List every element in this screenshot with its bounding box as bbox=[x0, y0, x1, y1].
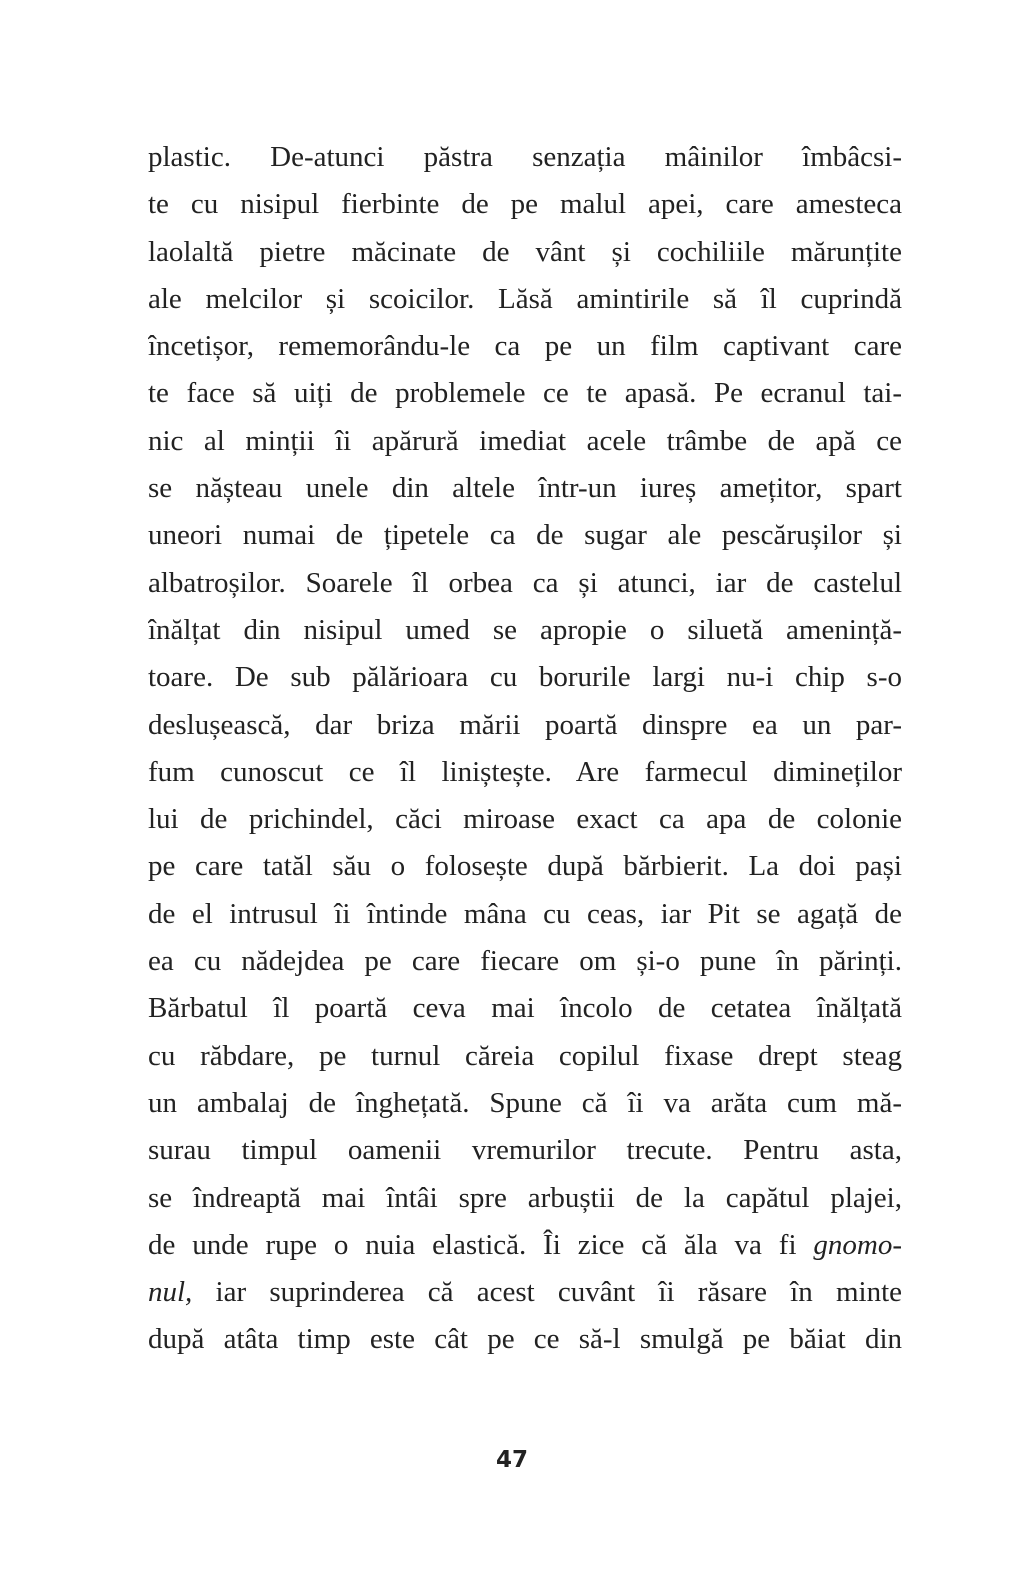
text-line-24: de unde rupe o nuia elastică. Îi zice că ăla va fi gnomo- bbox=[148, 1228, 902, 1261]
text-line-22: surau timpul oamenii vremurilor trecute. Pentru asta, bbox=[148, 1134, 902, 1167]
text-line-9: uneori numai de țipetele ca de sugar ale pescărușilor și bbox=[148, 519, 902, 552]
text-line-16: pe care tatăl său o folosește după bărbierit. La doi pași bbox=[148, 850, 902, 883]
body-text bbox=[148, 134, 902, 1364]
text-line-15: lui de prichindel, căci miroase exact ca apa de colonie bbox=[148, 803, 902, 836]
text-line-21: un ambalaj de înghețată. Spune că îi va arăta cum mă- bbox=[148, 1086, 902, 1119]
text-line-11: înălțat din nisipul umed se apropie o siluetă amenință- bbox=[148, 613, 902, 646]
text-line-8: se nășteau unele din altele într-un iureș amețitor, spart bbox=[148, 472, 902, 505]
text-line-25: nul, iar suprinderea că acest cuvânt îi răsare în minte bbox=[148, 1276, 902, 1309]
text-line-5: încetișor, rememorându-le ca pe un film captivant care bbox=[148, 330, 902, 363]
text-line-14: fum cunoscut ce îl liniștește. Are farmecul dimineților bbox=[148, 755, 902, 788]
text-line-26: după atâta timp este cât pe ce să-l smulgă pe băiat din bbox=[148, 1323, 902, 1356]
italic-term: nul, bbox=[148, 1276, 193, 1309]
text-line-23: se îndreaptă mai întâi spre arbuștii de la capătul plajei, bbox=[148, 1181, 902, 1214]
text-line-13: deslușească, dar briza mării poartă dinspre ea un par- bbox=[148, 708, 902, 741]
text-line-17: de el intrusul îi întinde mâna cu ceas, iar Pit se agață de bbox=[148, 897, 902, 930]
text-line-12: toare. De sub pălărioara cu borurile largi nu-i chip s-o bbox=[148, 661, 902, 694]
text-line-10: albatroșilor. Soarele îl orbea ca și atunci, iar de castelul bbox=[148, 566, 902, 599]
text-line-1: plastic. De-atunci păstra senzația mâinilor îmbâcsi- bbox=[148, 141, 902, 173]
text-line-18: ea cu nădejdea pe care fiecare om și-o pune în părinți. bbox=[148, 945, 902, 978]
text-line-4: ale melcilor și scoicilor. Lăsă amintirile să îl cuprindă bbox=[148, 282, 902, 315]
text-line-6: te face să uiți de problemele ce te apasă. Pe ecranul tai- bbox=[148, 377, 902, 410]
italic-term: gnomo- bbox=[813, 1228, 902, 1261]
page-number: 47 bbox=[495, 1447, 528, 1473]
text-line-20: cu răbdare, pe turnul căreia copilul fixase drept steag bbox=[148, 1039, 902, 1072]
text-line-19: Bărbatul îl poartă ceva mai încolo de cetatea înălțată bbox=[148, 992, 902, 1025]
text-line-2: te cu nisipul fierbinte de pe malul apei, care amesteca bbox=[148, 188, 902, 221]
text-line-3: laolaltă pietre măcinate de vânt și cochiliile mărunțite bbox=[148, 235, 902, 268]
text-line-7: nic al minții îi apărură imediat acele trâmbe de apă ce bbox=[148, 424, 902, 457]
